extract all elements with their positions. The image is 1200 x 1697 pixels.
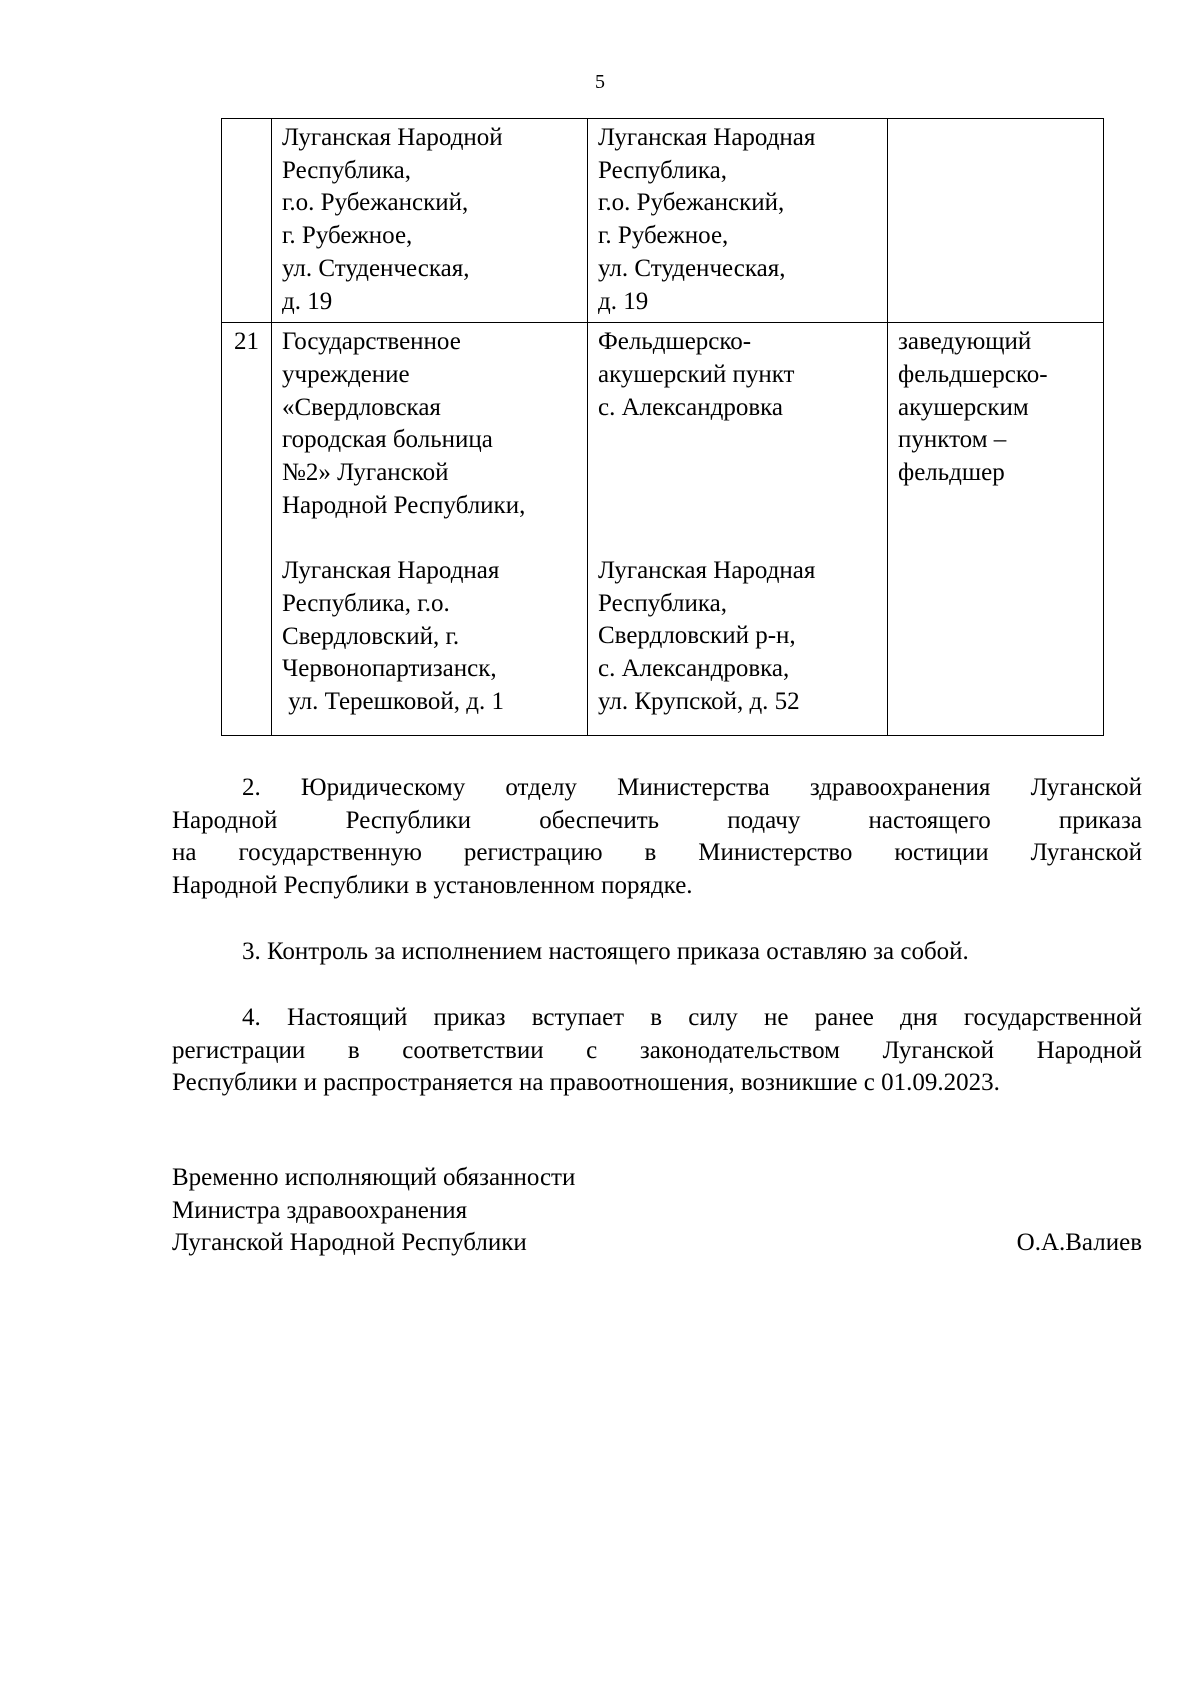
cell-line: Республика, (598, 589, 728, 617)
paragraph-line: 4. Настоящий приказ вступает в силу не ранее дня государственной (242, 1004, 1142, 1031)
cell-line: г. Рубежное, (282, 222, 413, 250)
table-row (222, 119, 1104, 323)
signatory-name: О.А.Валиев (1016, 1229, 1142, 1257)
signatory-title-line: Министра здравоохранения (172, 1196, 468, 1224)
cell-line: акушерский пункт (598, 360, 795, 388)
signatory-title-line: Луганской Народной Республики (172, 1229, 527, 1257)
paragraph-line: 3. Контроль за исполнением настоящего приказа оставляю за собой. (242, 938, 969, 965)
cell-line: Луганская Народная (598, 124, 816, 151)
cell-line: ул. Студенческая, (282, 254, 470, 282)
cell-line: акушерским (898, 393, 1029, 421)
facility-address-cell (588, 119, 888, 323)
row-number-cell (222, 119, 272, 323)
cell-line: «Свердловская (282, 393, 441, 421)
cell-line: г.о. Рубежанский, (598, 189, 785, 217)
signature-block (172, 1162, 1142, 1260)
cell-line: Республика, (282, 156, 412, 184)
cell-line: учреждение (282, 360, 410, 388)
paragraph-3 (172, 936, 1142, 969)
cell-line: фельдшер (898, 459, 1005, 487)
paragraph-line: Народной Республики в установленном порядке. (172, 872, 693, 900)
cell-line: д. 19 (598, 287, 649, 315)
cell-line: с. Александровка, (598, 655, 790, 683)
cell-line: г.о. Рубежанский, (282, 189, 469, 217)
paragraph-4 (172, 1002, 1142, 1100)
paragraph-line: регистрации в соответствии с законодательством Луганской Народной (172, 1036, 1142, 1064)
cell-line: №2» Луганской (282, 459, 449, 487)
cell-line: фельдшерско- (898, 360, 1048, 388)
cell-line: Луганская Народная (598, 557, 816, 585)
cell-line: д. 19 (282, 287, 333, 315)
position-cell (888, 119, 1104, 323)
legal-address-cell (272, 119, 588, 323)
cell-line: Государственное (282, 328, 461, 356)
cell-line: ул. Терешковой, д. 1 (282, 687, 504, 715)
paragraph-line: 2. Юридическому отделу Министерства здравоохранения Луганской (242, 774, 1142, 801)
paragraph-line: на государственную регистрацию в Министерство юстиции Луганской (172, 839, 1142, 867)
paragraph-line: Народной Республики обеспечить подачу настоящего приказа (172, 806, 1142, 834)
page-number: 5 (595, 71, 605, 93)
signatory-title-line: Временно исполняющий обязанности (172, 1164, 576, 1191)
cell-line: Свердловский р-н, (598, 622, 796, 650)
cell-line: Республика, (598, 156, 728, 184)
cell-line: пунктом – (898, 426, 1007, 454)
facilities-table (221, 118, 1104, 736)
cell-line: Луганская Народной (282, 124, 503, 151)
cell-line: Фельдшерско- (598, 328, 752, 356)
facility-cell (588, 323, 888, 735)
cell-line: Республика, г.о. (282, 589, 450, 617)
row-number-cell: 21 (222, 323, 272, 735)
cell-line: г. Рубежное, (598, 222, 729, 250)
cell-line: городская больница (282, 426, 493, 454)
cell-line: ул. Крупской, д. 52 (598, 687, 800, 715)
cell-line: заведующий (898, 328, 1032, 356)
table-row (222, 323, 1104, 735)
legal-entity-cell (272, 323, 588, 735)
position-cell (888, 323, 1104, 735)
cell-line: Свердловский, г. (282, 622, 460, 650)
cell-line: Народной Республики, (282, 491, 526, 519)
paragraph-2 (172, 772, 1142, 903)
cell-line: Луганская Народная (282, 557, 500, 585)
cell-line: с. Александровка (598, 393, 784, 421)
paragraph-line: Республики и распространяется на правоотношения, возникшие с 01.09.2023. (172, 1069, 1000, 1097)
cell-line: Червонопартизанск, (282, 655, 497, 683)
cell-line: ул. Студенческая, (598, 254, 786, 282)
